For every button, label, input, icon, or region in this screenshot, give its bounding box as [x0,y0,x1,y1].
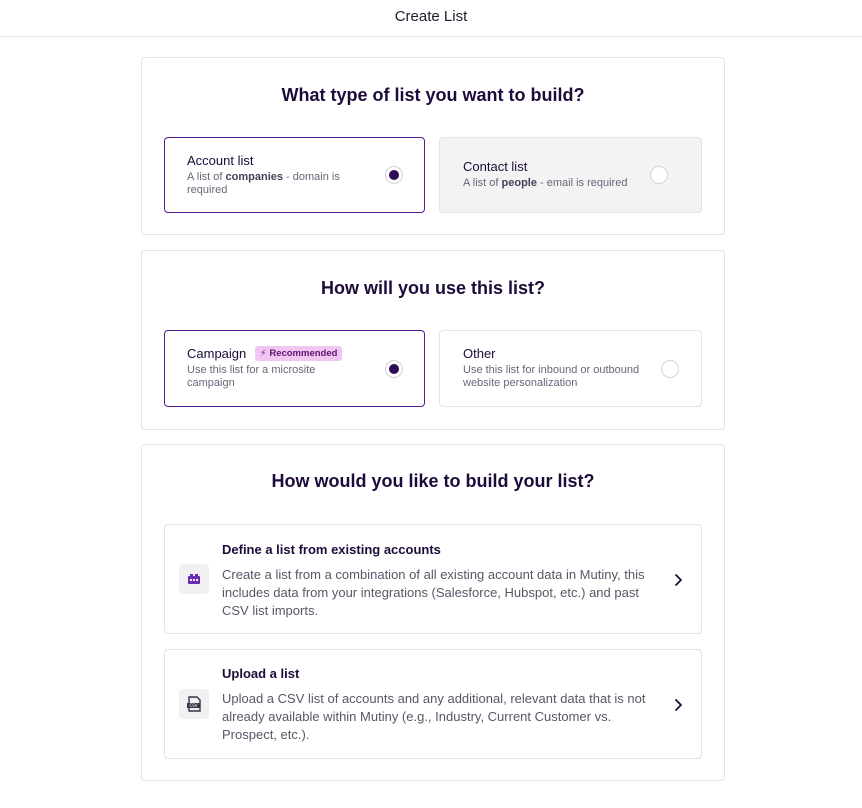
chevron-right-icon [673,573,683,587]
list-type-heading: What type of list you want to build? [281,85,585,105]
top-bar [0,0,862,37]
other-label: Other [463,346,496,361]
campaign-label: Campaign [187,346,247,361]
upload-list-description: Upload a CSV list of accounts and any additional, relevant data that is not already available within Mutiny (e.g., Industry, Current Customer vs. Prospect, etc.). [222,691,646,742]
page-title: Create List [394,8,468,25]
list-type-card [141,57,725,235]
svg-text:CSV: CSV [189,703,198,708]
existing-accounts-description: Create a list from a combination of all existing account data in Mutiny, this includes data from your integrations (Salesforce, Hubspot, etc.) and past CSV list imports. [222,567,645,618]
campaign-description: Use this list for a microsite campaign [187,364,316,389]
contact-list-option[interactable] [439,137,702,213]
contact-list-description: A list of people - email is required [463,177,628,189]
build-heading: How would you like to build your list? [271,471,595,491]
account-list-radio[interactable] [385,166,403,184]
contact-list-radio[interactable] [650,166,668,184]
account-list-label: Account list [187,153,254,168]
other-radio[interactable] [661,360,679,378]
recommended-badge-label: Recommended [269,348,338,359]
contact-list-label: Contact list [463,159,528,174]
campaign-option[interactable] [164,330,425,407]
buildings-icon [179,564,209,594]
account-list-option[interactable] [164,137,425,213]
usage-heading: How will you use this list? [320,278,546,298]
campaign-radio[interactable] [385,360,403,378]
other-option[interactable] [439,330,702,407]
account-list-description: A list of companies - domain is required [187,171,340,196]
usage-card [141,250,725,430]
upload-list-title: Upload a list [222,666,300,681]
chevron-right-icon [673,698,683,712]
csv-file-icon [179,689,209,719]
recommended-badge [255,346,342,361]
other-description: Use this list for inbound or outbound website personalization [463,364,640,389]
existing-accounts-option[interactable] [164,524,702,634]
build-card [141,444,725,781]
lightning-icon: ⚡ [260,348,267,358]
existing-accounts-title: Define a list from existing accounts [222,542,441,557]
upload-list-option[interactable] [164,649,702,759]
